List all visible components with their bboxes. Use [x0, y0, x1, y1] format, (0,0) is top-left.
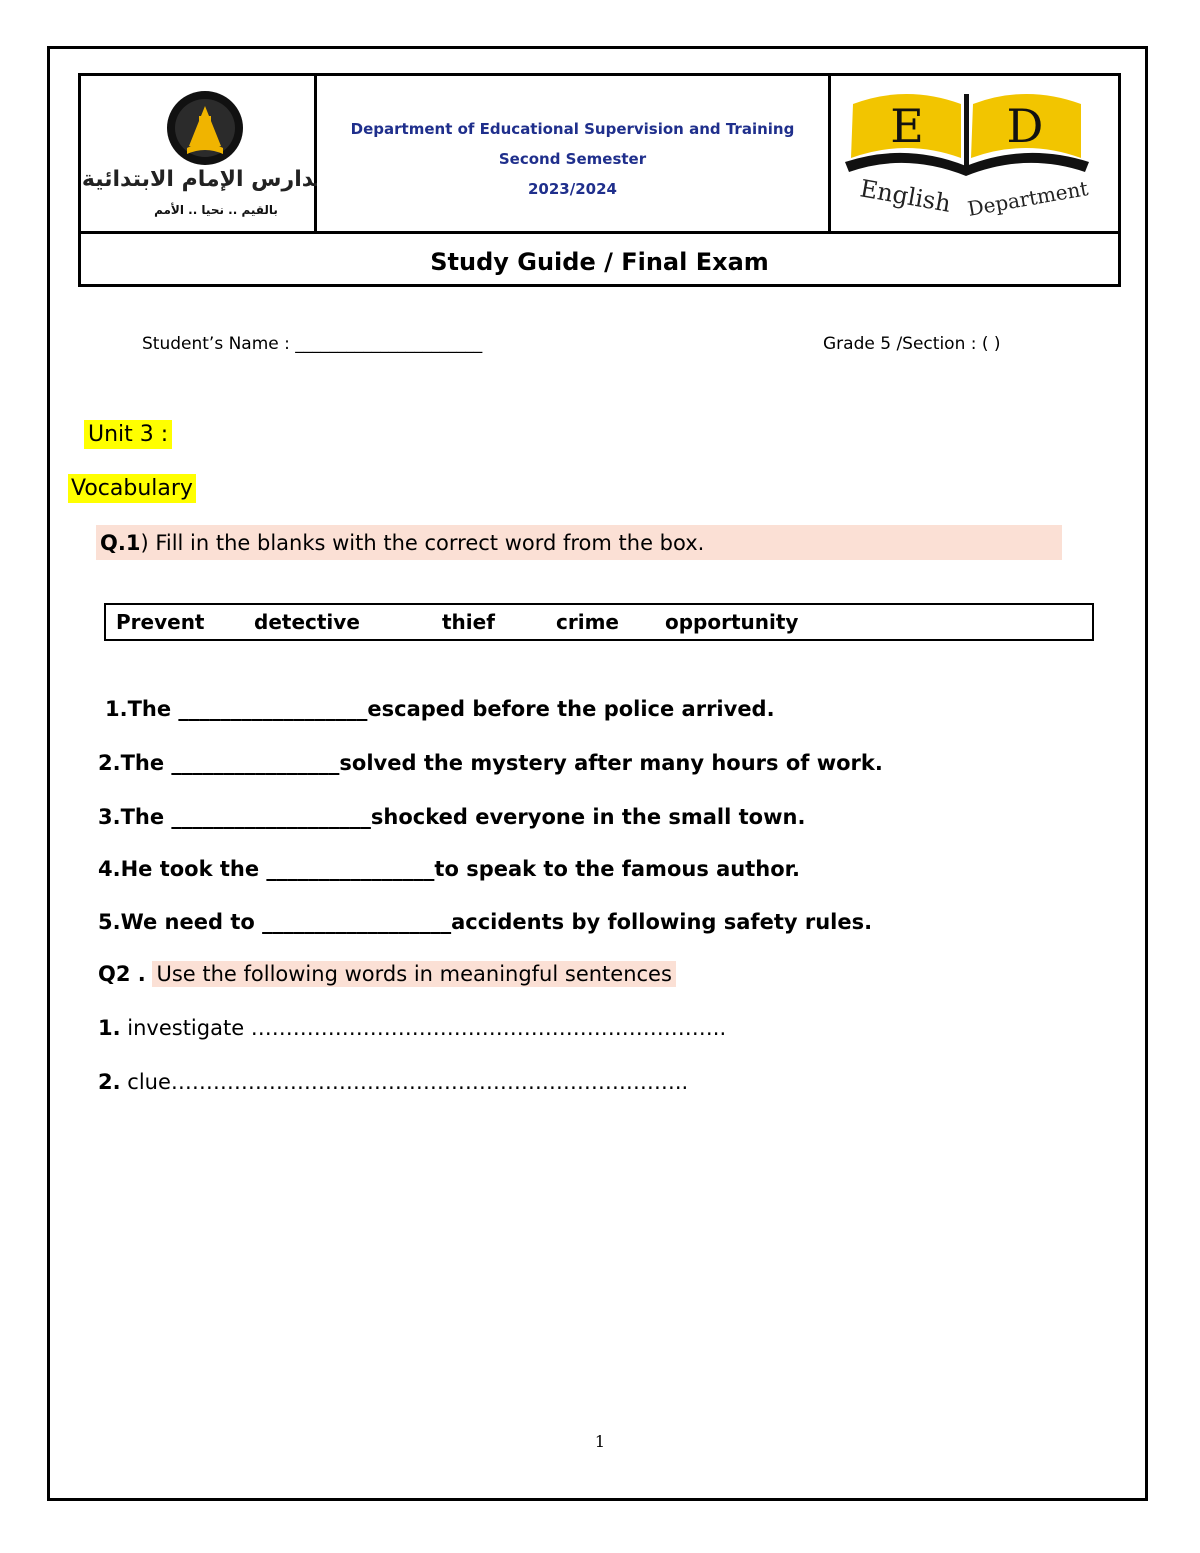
fill-blank-sentence[interactable]: 5.We need to __________________accidents by following safety rules.	[98, 910, 873, 934]
item-text: clue………………………………………………………………..	[120, 1070, 689, 1094]
svg-text:مدارس الإمام الابتدائية: مدارس الإمام الابتدائية	[81, 167, 317, 192]
sentence-answer-line[interactable]	[98, 1070, 688, 1094]
fill-blank-sentence[interactable]: 4.He took the ________________to speak to the famous author.	[98, 857, 801, 881]
svg-text:D: D	[1006, 99, 1044, 153]
svg-text:بالقيم .. نحيا .. الأمم: بالقيم .. نحيا .. الأمم	[154, 203, 278, 217]
question-1-number: Q.1	[100, 531, 141, 555]
header-row	[81, 76, 1118, 234]
department-name: Department of Educational Supervision and Training	[350, 120, 795, 138]
header-table	[78, 73, 1121, 287]
sentence-answer-line[interactable]	[98, 1016, 726, 1040]
school-year: 2023/2024	[528, 180, 617, 198]
word-box-item: detective	[254, 610, 360, 634]
item-text: investigate …………………………………………………………..	[120, 1016, 727, 1040]
question-2-text: Use the following words in meaningful sentences	[152, 961, 675, 987]
svg-text:English: English	[857, 174, 953, 218]
header-center-cell	[317, 76, 831, 231]
item-number: 2.	[98, 1070, 121, 1094]
svg-text:E: E	[890, 99, 924, 153]
english-department-logo-cell	[831, 76, 1118, 231]
question-2-number: Q2 .	[98, 962, 146, 986]
fill-blank-sentence[interactable]: 1.The __________________escaped before the police arrived.	[105, 697, 775, 721]
page-title: Study Guide / Final Exam	[430, 248, 769, 276]
school-logo	[81, 76, 317, 231]
question-2-instruction	[98, 962, 676, 986]
question-1-text: ) Fill in the blanks with the correct word from the box.	[140, 531, 705, 555]
svg-text:Department: Department	[965, 176, 1090, 221]
word-box-item: crime	[556, 610, 619, 634]
english-department-logo	[831, 76, 1118, 231]
student-name-field[interactable]: Student’s Name : ______________________	[142, 334, 483, 354]
word-box-item: Prevent	[116, 610, 205, 634]
word-box-item: opportunity	[665, 610, 799, 634]
semester: Second Semester	[498, 150, 647, 168]
question-1-instruction	[96, 525, 1062, 560]
page-number: 1	[594, 1432, 606, 1451]
section-heading: Vocabulary	[68, 474, 196, 503]
word-box	[104, 603, 1094, 641]
school-logo-cell	[81, 76, 317, 231]
grade-section-field[interactable]: Grade 5 /Section : ( )	[823, 334, 1001, 354]
fill-blank-sentence[interactable]: 3.The ___________________shocked everyone in the small town.	[98, 805, 806, 829]
word-box-item: thief	[442, 610, 495, 634]
unit-heading: Unit 3 :	[84, 420, 172, 449]
item-number: 1.	[98, 1016, 121, 1040]
fill-blank-sentence[interactable]: 2.The ________________solved the mystery after many hours of work.	[98, 751, 883, 775]
